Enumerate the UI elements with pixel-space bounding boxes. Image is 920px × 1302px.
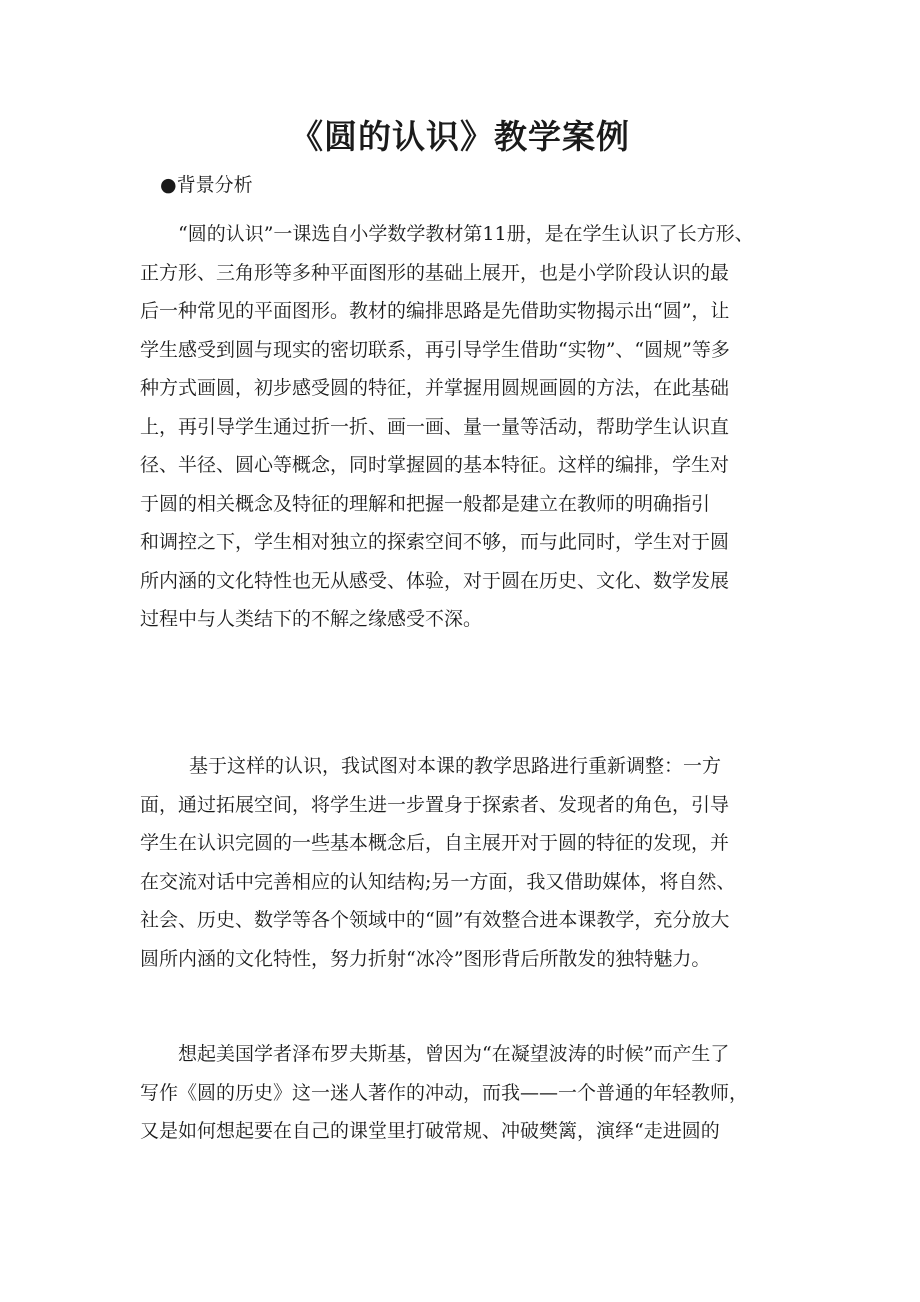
paragraph-background-2 [140,747,790,978]
paragraph-line: 上，再引导学生通过折一折、画一画、量一量等活动，帮助学生认识直 [140,415,730,438]
paragraph-background-1 [140,215,790,639]
paragraph-line: 正方形、三角形等多种平面图形的基础上展开，也是小学阶段认识的最 [140,261,730,284]
paragraph-line: 基于这样的认识，我试图对本课的教学思路进行重新调整：一方 [170,755,722,777]
paragraph-line: 过程中与人类结下的不解之缘感受不深。 [140,608,483,630]
paragraph-line: 又是如何想起要在自己的课堂里打破常规、冲破樊篱，演绎“走进圆的 [140,1120,720,1142]
paragraph-line: 圆所内涵的文化特性，努力折射“冰冷”图形背后所散发的独特魅力。 [140,947,711,970]
paragraph-line: 想起美国学者泽布罗夫斯基，曾因为“在凝望波涛的时候”而产生了 [178,1043,730,1065]
paragraph-line: 社会、历史、数学等各个领域中的“圆”有效整合进本课教学，充分放大 [140,909,730,931]
paragraph-line: 于圆的相关概念及特征的理解和把握一般都是建立在教师的明确指引 [140,492,711,515]
paragraph-line: 学生感受到圆与现实的密切联系，再引导学生借助“实物”、“圆规”等多 [140,338,730,361]
page-title: 《圆的认识》教学案例 [290,117,630,156]
paragraph-line: 径、半径、圆心等概念，同时掌握圆的基本特征。这样的编排，学生对 [140,454,730,476]
paragraph-line: “圆的认识”一课选自小学数学教材第11册，是在学生认识了长方形、 [178,223,754,245]
paragraph-line: 种方式画圆，初步感受圆的特征，并掌握用圆规画圆的方法，在此基础 [140,377,730,399]
paragraph-line: 在交流对话中完善相应的认知结构;另一方面，我又借助媒体，将自然、 [140,870,736,893]
paragraph-line: 和调控之下，学生相对独立的探索空间不够，而与此同时，学生对于圆 [140,531,730,553]
paragraph-line: 后一种常见的平面图形。教材的编排思路是先借助实物揭示出“圆”，让 [140,300,730,322]
paragraph-line: 学生在认识完圆的一些基本概念后，自主展开对于圆的特征的发现，并 [140,832,730,854]
paragraph-line: 写作《圆的历史》这一迷人著作的冲动，而我——一个普通的年轻教师， [140,1081,749,1104]
paragraph-line: 面，通过拓展空间，将学生进一步置身于探索者、发现者的角色，引导 [140,793,730,816]
paragraph-background-3 [140,1035,790,1151]
paragraph-line: 所内涵的文化特性也无从感受、体验，对于圆在历史、文化、数学发展 [140,569,730,592]
section-heading: ●背景分析 [160,174,253,196]
